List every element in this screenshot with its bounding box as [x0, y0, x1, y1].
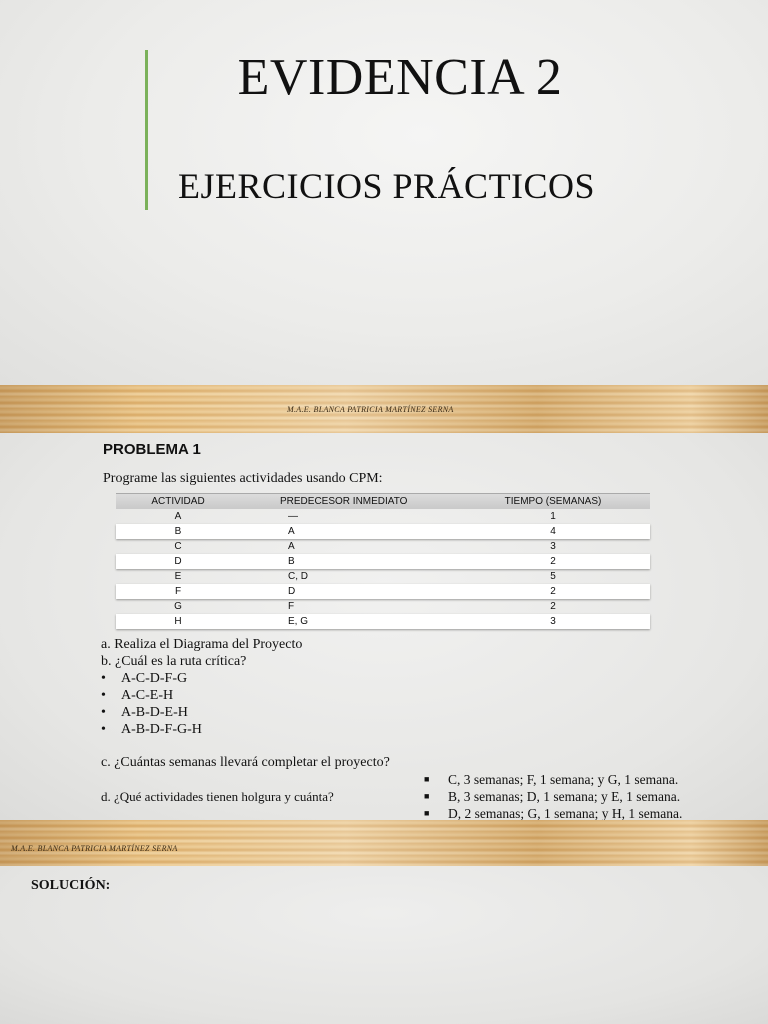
table-cell: 1: [550, 511, 556, 522]
title-slide: [0, 0, 768, 385]
footer-author: M.A.E. BLANCA PATRICIA MARTÍNEZ SERNA: [287, 405, 454, 414]
table-cell: A: [174, 511, 182, 522]
footer-author: M.A.E. BLANCA PATRICIA MARTÍNEZ SERNA: [11, 844, 178, 853]
table-header-cell: TIEMPO (SEMANAS): [504, 496, 602, 507]
table-row: [116, 554, 650, 569]
wood-footer-bar: [0, 385, 768, 433]
table-cell: E: [174, 571, 182, 582]
problem-heading: PROBLEMA 1: [103, 441, 201, 458]
table-cell: F: [288, 601, 295, 612]
list-item: ■ B, 3 semanas; D, 1 semana; y E, 1 semana.: [424, 789, 681, 804]
list-item: ■ D, 2 semanas; G, 1 semana; y H, 1 semana.: [424, 806, 683, 820]
table-row: [116, 584, 650, 599]
table-cell: A: [288, 541, 295, 552]
table-cell: 3: [550, 616, 556, 627]
table-cell: 5: [550, 571, 556, 582]
table-row: [116, 539, 650, 554]
table-cell: 2: [550, 601, 556, 612]
question-c: c. ¿Cuántas semanas llevará completar el proyecto?: [101, 755, 390, 770]
activities-table: [116, 493, 650, 629]
problem-slide: [0, 433, 768, 820]
table-cell: —: [288, 511, 298, 522]
list-item: ■ C, 3 semanas; F, 1 semana; y G, 1 semana.: [424, 772, 679, 787]
table-cell: C, D: [288, 571, 308, 582]
table-header-row: [116, 493, 650, 509]
table-cell: B: [174, 526, 182, 537]
table-cell: D: [288, 586, 296, 597]
solution-slide: [0, 866, 768, 1024]
table-row: [116, 569, 650, 584]
question-a: a. Realiza el Diagrama del Proyecto: [101, 637, 303, 652]
list-item: • A-C-E-H: [101, 688, 174, 703]
table-row: [116, 599, 650, 614]
table-cell: D: [174, 556, 182, 567]
table-row: [116, 614, 650, 629]
table-cell: H: [174, 616, 182, 627]
wood-footer-bar: [0, 820, 768, 866]
table-cell: 4: [550, 526, 556, 537]
table-cell: E, G: [288, 616, 309, 627]
table-cell: 2: [550, 556, 556, 567]
table-cell: 2: [550, 586, 556, 597]
question-b: b. ¿Cuál es la ruta crítica?: [101, 654, 247, 669]
list-item: • A-C-D-F-G: [101, 671, 188, 686]
question-d: d. ¿Qué actividades tienen holgura y cuánta?: [101, 789, 334, 804]
slide-title: EVIDENCIA 2: [237, 49, 563, 106]
slide-subtitle: EJERCICIOS PRÁCTICOS: [178, 166, 596, 206]
table-cell: F: [174, 586, 182, 597]
table-cell: A: [288, 526, 295, 537]
solution-heading: SOLUCIÓN:: [31, 878, 111, 893]
table-header-cell: PREDECESOR INMEDIATO: [280, 496, 408, 507]
table-row: [116, 524, 650, 539]
table-row: [116, 509, 650, 524]
list-item: • A-B-D-F-G-H: [101, 722, 202, 737]
table-cell: B: [288, 556, 295, 567]
problem-intro: Programe las siguientes actividades usando CPM:: [103, 471, 383, 486]
table-header-cell: ACTIVIDAD: [151, 496, 205, 507]
table-cell: C: [174, 541, 182, 552]
list-item: • A-B-D-E-H: [101, 705, 188, 720]
table-cell: G: [174, 601, 182, 612]
table-cell: 3: [550, 541, 556, 552]
